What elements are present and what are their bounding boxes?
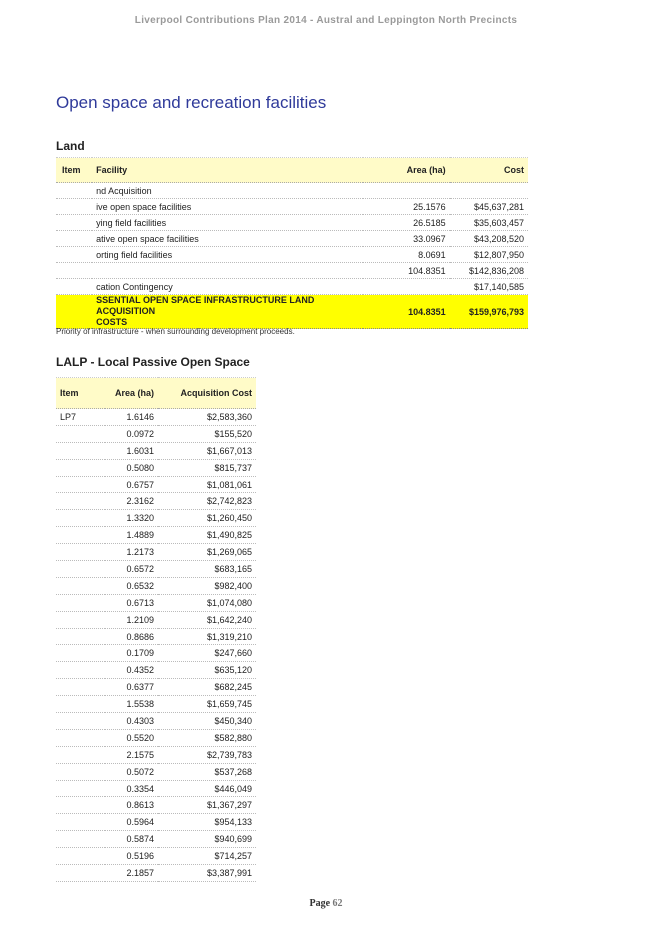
acquisition-cost-cell: $940,699 <box>158 831 256 848</box>
item-cell <box>56 577 105 594</box>
col-area: Area (ha) <box>363 158 449 183</box>
facility-cell: orting field facilities <box>92 247 363 263</box>
area-cell: 2.1575 <box>105 746 158 763</box>
table-row <box>56 746 256 763</box>
area-cell: 0.6532 <box>105 577 158 594</box>
acquisition-cost-cell: $1,490,825 <box>158 527 256 544</box>
acquisition-cost-cell: $954,133 <box>158 814 256 831</box>
land-header-row <box>56 158 528 183</box>
section-title: Open space and recreation facilities <box>56 93 327 112</box>
table-row <box>56 215 528 231</box>
facility-cell: cation Contingency <box>92 279 363 295</box>
area-cell: 0.5874 <box>105 831 158 848</box>
table-row <box>56 577 256 594</box>
table-row <box>56 696 256 713</box>
table-row <box>56 561 256 578</box>
table-row <box>56 848 256 865</box>
table-row <box>56 797 256 814</box>
acquisition-cost-cell: $2,742,823 <box>158 493 256 510</box>
table-row <box>56 425 256 442</box>
item-cell <box>56 611 105 628</box>
item-cell <box>56 459 105 476</box>
table-row <box>56 476 256 493</box>
area-cell: 104.8351 <box>363 263 449 279</box>
col-item: Item <box>56 378 105 409</box>
item-cell <box>56 493 105 510</box>
item-cell <box>56 263 92 279</box>
area-cell: 2.1857 <box>105 865 158 882</box>
area-cell: 0.8686 <box>105 628 158 645</box>
item-cell <box>56 510 105 527</box>
col-item: Item <box>56 158 92 183</box>
acquisition-cost-cell: $537,268 <box>158 763 256 780</box>
lalp-table <box>56 377 256 882</box>
area-cell <box>363 183 449 199</box>
acquisition-cost-cell: $1,642,240 <box>158 611 256 628</box>
area-cell: 1.4889 <box>105 527 158 544</box>
table-row <box>56 713 256 730</box>
acquisition-cost-cell: $155,520 <box>158 425 256 442</box>
area-cell: 33.0967 <box>363 231 449 247</box>
col-cost: Cost <box>450 158 528 183</box>
table-row <box>56 763 256 780</box>
acquisition-cost-cell: $1,367,297 <box>158 797 256 814</box>
acquisition-cost-cell: $2,583,360 <box>158 409 256 426</box>
total-area-cell: 104.8351 <box>363 295 449 329</box>
acquisition-cost-cell: $1,081,061 <box>158 476 256 493</box>
area-cell: 0.6572 <box>105 561 158 578</box>
item-cell <box>56 231 92 247</box>
item-cell <box>56 814 105 831</box>
item-cell <box>56 696 105 713</box>
facility-cell <box>92 263 363 279</box>
area-cell: 0.6377 <box>105 679 158 696</box>
total-label-cell <box>92 295 363 329</box>
table-row <box>56 527 256 544</box>
item-cell <box>56 279 92 295</box>
acquisition-cost-cell: $635,120 <box>158 662 256 679</box>
acquisition-cost-cell: $450,340 <box>158 713 256 730</box>
area-cell: 0.8613 <box>105 797 158 814</box>
item-cell <box>56 544 105 561</box>
table-row <box>56 780 256 797</box>
cost-cell: $12,807,950 <box>450 247 528 263</box>
area-cell: 1.6146 <box>105 409 158 426</box>
facility-cell: ative open space facilities <box>92 231 363 247</box>
acquisition-cost-cell: $1,659,745 <box>158 696 256 713</box>
table-row <box>56 183 528 199</box>
acquisition-cost-cell: $982,400 <box>158 577 256 594</box>
item-cell <box>56 662 105 679</box>
item-cell <box>56 729 105 746</box>
table-row <box>56 442 256 459</box>
running-header: Liverpool Contributions Plan 2014 - Austral and Leppington North Precincts <box>134 15 518 26</box>
area-cell: 2.3162 <box>105 493 158 510</box>
col-acquisition-cost: Acquisition Cost <box>158 378 256 409</box>
priority-note: Priority of infrastructure - when surrounding development proceeds. <box>56 327 295 336</box>
acquisition-cost-cell: $683,165 <box>158 561 256 578</box>
acquisition-cost-cell: $2,739,783 <box>158 746 256 763</box>
item-cell <box>56 442 105 459</box>
item-cell <box>56 594 105 611</box>
land-table <box>56 157 528 329</box>
facility-cell: ive open space facilities <box>92 199 363 215</box>
table-row <box>56 611 256 628</box>
item-cell <box>56 628 105 645</box>
table-row <box>56 279 528 295</box>
acquisition-cost-cell: $1,260,450 <box>158 510 256 527</box>
area-cell: 1.2109 <box>105 611 158 628</box>
cost-cell: $17,140,585 <box>450 279 528 295</box>
area-cell: 0.5964 <box>105 814 158 831</box>
area-cell <box>363 279 449 295</box>
cost-cell: $43,208,520 <box>450 231 528 247</box>
item-cell <box>56 865 105 882</box>
item-cell <box>56 645 105 662</box>
item-cell <box>56 199 92 215</box>
item-cell <box>56 763 105 780</box>
table-row <box>56 199 528 215</box>
land-table-body <box>56 183 528 329</box>
table-row <box>56 831 256 848</box>
lalp-title: LALP - Local Passive Open Space <box>56 355 250 369</box>
acquisition-cost-cell: $1,269,065 <box>158 544 256 561</box>
table-row <box>56 247 528 263</box>
acquisition-cost-cell: $682,245 <box>158 679 256 696</box>
cost-cell: $45,637,281 <box>450 199 528 215</box>
item-cell <box>56 425 105 442</box>
item-cell <box>56 797 105 814</box>
item-cell <box>56 746 105 763</box>
table-row <box>56 729 256 746</box>
item-cell <box>56 247 92 263</box>
lalp-header-row <box>56 378 256 409</box>
item-cell <box>56 848 105 865</box>
table-row <box>56 594 256 611</box>
item-cell <box>56 831 105 848</box>
table-row <box>56 493 256 510</box>
facility-cell: ying field facilities <box>92 215 363 231</box>
acquisition-cost-cell: $582,880 <box>158 729 256 746</box>
table-row <box>56 263 528 279</box>
table-row <box>56 814 256 831</box>
acquisition-cost-cell: $1,074,080 <box>158 594 256 611</box>
area-cell: 0.0972 <box>105 425 158 442</box>
acquisition-cost-cell: $1,667,013 <box>158 442 256 459</box>
table-row <box>56 231 528 247</box>
area-cell: 0.4352 <box>105 662 158 679</box>
item-cell <box>56 476 105 493</box>
area-cell: 0.6757 <box>105 476 158 493</box>
total-row <box>56 295 528 329</box>
item-cell <box>56 183 92 199</box>
acquisition-cost-cell: $446,049 <box>158 780 256 797</box>
col-area: Area (ha) <box>105 378 158 409</box>
table-row <box>56 544 256 561</box>
item-cell <box>56 527 105 544</box>
area-cell: 26.5185 <box>363 215 449 231</box>
area-cell: 0.3354 <box>105 780 158 797</box>
area-cell: 0.1709 <box>105 645 158 662</box>
area-cell: 0.5520 <box>105 729 158 746</box>
page-footer <box>0 898 652 909</box>
table-row <box>56 645 256 662</box>
area-cell: 0.6713 <box>105 594 158 611</box>
total-label-line2: COSTS <box>96 317 128 327</box>
area-cell: 1.2173 <box>105 544 158 561</box>
total-label-line1: SSENTIAL OPEN SPACE INFRASTRUCTURE LAND ACQUISITION <box>96 295 315 316</box>
cost-cell: $35,603,457 <box>450 215 528 231</box>
acquisition-cost-cell: $714,257 <box>158 848 256 865</box>
area-cell: 0.5196 <box>105 848 158 865</box>
item-cell <box>56 679 105 696</box>
page-label: Page <box>309 898 331 909</box>
area-cell: 1.5538 <box>105 696 158 713</box>
area-cell: 25.1576 <box>363 199 449 215</box>
item-cell <box>56 215 92 231</box>
acquisition-cost-cell: $3,387,991 <box>158 865 256 882</box>
area-cell: 1.6031 <box>105 442 158 459</box>
table-row <box>56 510 256 527</box>
acquisition-cost-cell: $247,660 <box>158 645 256 662</box>
table-row <box>56 662 256 679</box>
item-cell <box>56 295 92 329</box>
total-cost-cell: $159,976,793 <box>450 295 528 329</box>
lalp-table-body <box>56 409 256 882</box>
item-cell: LP7 <box>56 409 105 426</box>
area-cell: 1.3320 <box>105 510 158 527</box>
land-title: Land <box>56 139 85 153</box>
table-row <box>56 409 256 426</box>
table-row <box>56 679 256 696</box>
cost-cell <box>450 183 528 199</box>
area-cell: 8.0691 <box>363 247 449 263</box>
item-cell <box>56 713 105 730</box>
area-cell: 0.4303 <box>105 713 158 730</box>
table-row <box>56 628 256 645</box>
area-cell: 0.5072 <box>105 763 158 780</box>
facility-cell: nd Acquisition <box>92 183 363 199</box>
item-cell <box>56 780 105 797</box>
acquisition-cost-cell: $1,319,210 <box>158 628 256 645</box>
area-cell: 0.5080 <box>105 459 158 476</box>
col-facility: Facility <box>92 158 363 183</box>
cost-cell: $142,836,208 <box>450 263 528 279</box>
table-row <box>56 459 256 476</box>
acquisition-cost-cell: $815,737 <box>158 459 256 476</box>
table-row <box>56 865 256 882</box>
page-number: 62 <box>332 898 343 909</box>
item-cell <box>56 561 105 578</box>
